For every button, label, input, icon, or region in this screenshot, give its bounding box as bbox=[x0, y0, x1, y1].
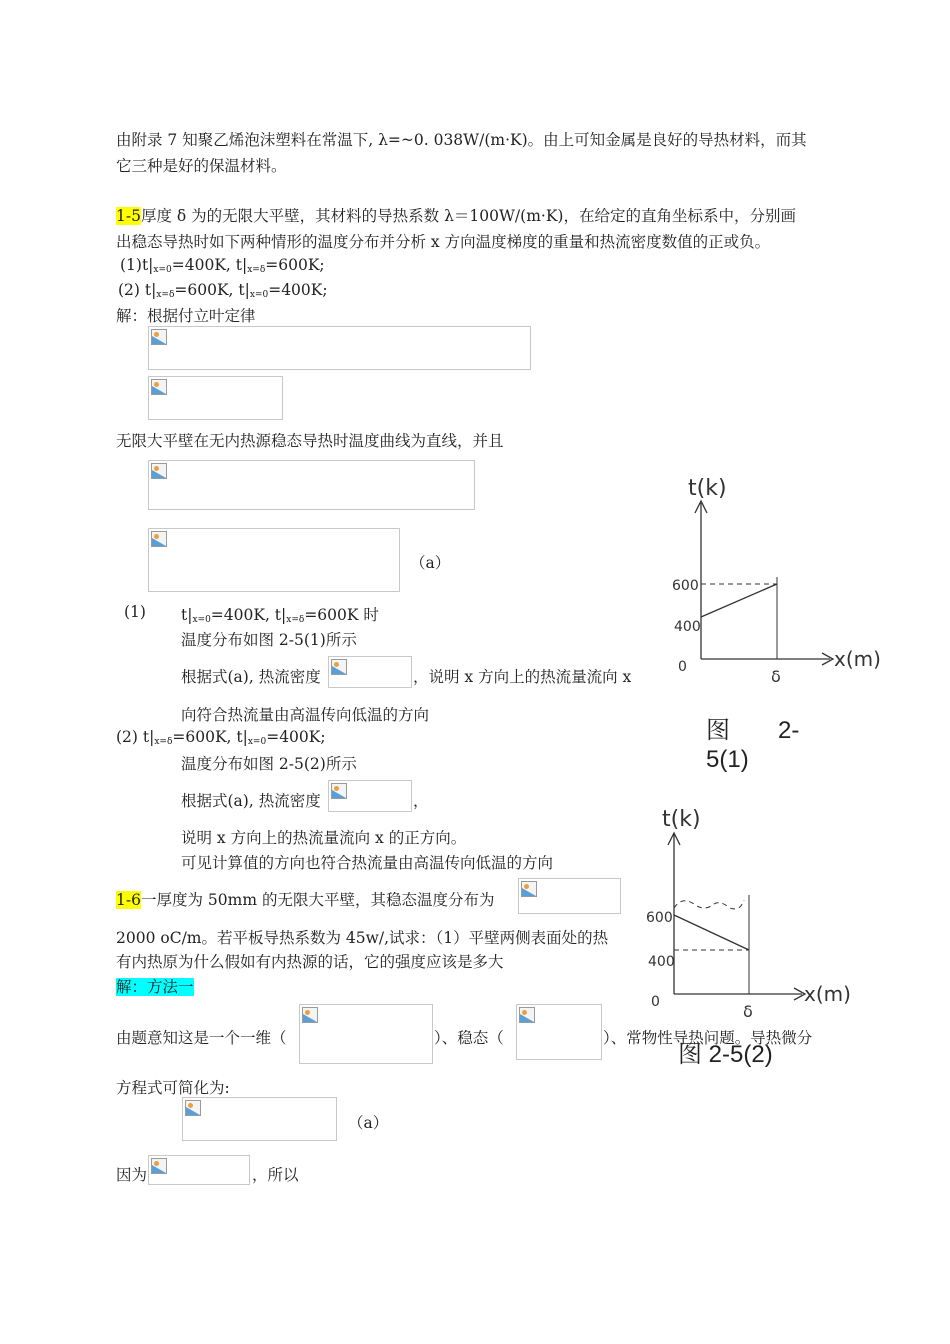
figure-2-5-1 bbox=[640, 465, 890, 695]
fig1-caption-line-1: 图 2- bbox=[706, 717, 800, 744]
simplify-statement: 方程式可简化为: bbox=[116, 1079, 230, 1097]
fourier-law-equation-image bbox=[148, 326, 531, 370]
linear-profile-statement: 无限大平壁在无内热源稳态导热时温度曲线为直线，并且 bbox=[116, 432, 504, 450]
condition-text-c: ）、常物性导热问题。导热微分 bbox=[603, 1029, 813, 1047]
fig1-y-axis-label: t(k) bbox=[688, 476, 727, 501]
condition-text-a: 由题意知这是一个一维（ bbox=[116, 1029, 287, 1047]
item-2-flux-value-image bbox=[328, 780, 412, 812]
item-1-flux-text-b: ，说明 x 方向上的热流量流向 x bbox=[413, 668, 632, 686]
problem-1-6-line-3: 有内热原为什么假如有内热源的话，它的强度应该是多大 bbox=[116, 953, 504, 971]
broken-image-icon bbox=[519, 1007, 535, 1023]
intro-line-2: 它三种是好的保温材料。 bbox=[116, 157, 287, 175]
case-1-condition: $(1)t|_{x=0}=400K$, $t|_{x=\delta}=600K$; bbox=[120, 256, 325, 275]
item-1-flux-value-image bbox=[328, 656, 412, 688]
broken-image-icon bbox=[302, 1007, 318, 1023]
linear-gradient-equation-image bbox=[148, 460, 475, 510]
fig1-caption-line-2: 5(1) bbox=[706, 746, 749, 773]
heat-flux-equation-image bbox=[148, 528, 400, 592]
fig2-temperature-line bbox=[674, 915, 749, 950]
equation-label-a-2: （a） bbox=[348, 1114, 389, 1132]
problem-tag-1-6: 1-6 bbox=[116, 891, 141, 909]
fig1-tick-0: 0 bbox=[678, 659, 687, 675]
fig1-tick-400: 400 bbox=[674, 619, 701, 635]
item-2-flux-text-b: ， bbox=[413, 792, 429, 810]
fig2-x-axis-label: x(m) bbox=[804, 982, 851, 1006]
item-1-number: (1) bbox=[124, 603, 146, 621]
item-2-direction: 说明 x 方向上的热流量流向 x 的正方向。 bbox=[181, 829, 467, 847]
solution-intro: 解：根据付立叶定律 bbox=[116, 307, 256, 325]
so-text: ，所以 bbox=[252, 1166, 299, 1184]
fig2-tick-delta: δ bbox=[743, 1002, 753, 1021]
item-1-flux-text-a: 根据式(a), 热流密度 bbox=[181, 668, 321, 686]
fig1-tick-600: 600 bbox=[672, 578, 699, 594]
broken-image-icon bbox=[521, 881, 537, 897]
item-1-condition: $t|_{x=0}=400K$, $t|_{x=\delta}=600K$ 时 bbox=[181, 606, 379, 625]
intro-line-1: 由附录 7 知聚乙烯泡沫塑料在常温下, λ=~0. 038W/(m·K)。由上可知金属是良好的导热材料，而其 bbox=[116, 131, 807, 149]
fig1-tick-delta: δ bbox=[771, 667, 781, 686]
because-text: 因为 bbox=[116, 1166, 148, 1184]
fig2-y-axis-label: t(k) bbox=[662, 807, 701, 832]
broken-image-icon bbox=[331, 659, 347, 675]
fig2-tick-600: 600 bbox=[646, 910, 673, 926]
simplified-equation-image bbox=[182, 1097, 337, 1141]
fig2-tick-400: 400 bbox=[648, 954, 675, 970]
problem-1-5-line-2: 出稳态导热时如下两种情形的温度分布并分析 x 方向温度梯度的重量和热流密度数值的正或负。 bbox=[116, 233, 771, 251]
broken-image-icon bbox=[331, 783, 347, 799]
broken-image-icon bbox=[151, 1158, 167, 1174]
equation-label-a: （a） bbox=[410, 554, 451, 572]
problem-tag-1-5: 1-5 bbox=[116, 207, 141, 225]
temperature-distribution-equation-image bbox=[518, 878, 621, 914]
problem-1-6-line-2: 2000 oC/m。若平板导热系数为 45w/,试求：（1）平壁两侧表面处的热 bbox=[116, 929, 609, 947]
gradient-equation-image bbox=[148, 376, 283, 420]
solution-method-1: 解：方法一 bbox=[116, 978, 194, 996]
item-1-direction: 向符合热流量由高温传向低温的方向 bbox=[181, 706, 430, 724]
fig1-x-axis-label: x(m) bbox=[834, 647, 881, 671]
fig2-tick-0: 0 bbox=[651, 994, 660, 1010]
steady-state-condition-image bbox=[516, 1004, 602, 1060]
broken-image-icon bbox=[151, 463, 167, 479]
item-2-figure-ref: 温度分布如图 2-5(2)所示 bbox=[181, 755, 357, 773]
item-2-flux-text-a: 根据式(a), 热流密度 bbox=[181, 792, 321, 810]
item-2-condition: (2) $t|_{x=\delta}=600K$, $t|_{x=0}=400K$; bbox=[116, 728, 326, 747]
item-2-conclusion: 可见计算值的方向也符合热流量由高温传向低温的方向 bbox=[181, 854, 554, 872]
broken-image-icon bbox=[151, 379, 167, 395]
case-2-condition: (2) $t|_{x=\delta}=600K$, $t|_{x=0}=400K$; bbox=[118, 281, 328, 300]
fig1-temperature-line bbox=[701, 584, 777, 617]
because-equation-image bbox=[148, 1155, 250, 1185]
figure-2-5-2 bbox=[620, 800, 860, 1025]
problem-1-5-line-1: 1-5厚度 δ 为的无限大平壁，其材料的导热系数 λ＝100W/(m·K)，在给定的直角坐标系中，分别画 bbox=[116, 207, 796, 225]
broken-image-icon bbox=[185, 1100, 201, 1116]
item-1-figure-ref: 温度分布如图 2-5(1)所示 bbox=[181, 631, 357, 649]
problem-1-6-line-1: 1-6一厚度为 50mm 的无限大平壁，其稳态温度分布为 bbox=[116, 891, 495, 909]
broken-image-icon bbox=[151, 329, 167, 345]
fig2-600-dash bbox=[674, 900, 744, 909]
one-dimensional-condition-image bbox=[299, 1004, 433, 1064]
fig2-caption: 图 2-5(2) bbox=[678, 1041, 773, 1068]
condition-text-b: ）、稳态（ bbox=[434, 1029, 504, 1047]
broken-image-icon bbox=[151, 531, 167, 547]
